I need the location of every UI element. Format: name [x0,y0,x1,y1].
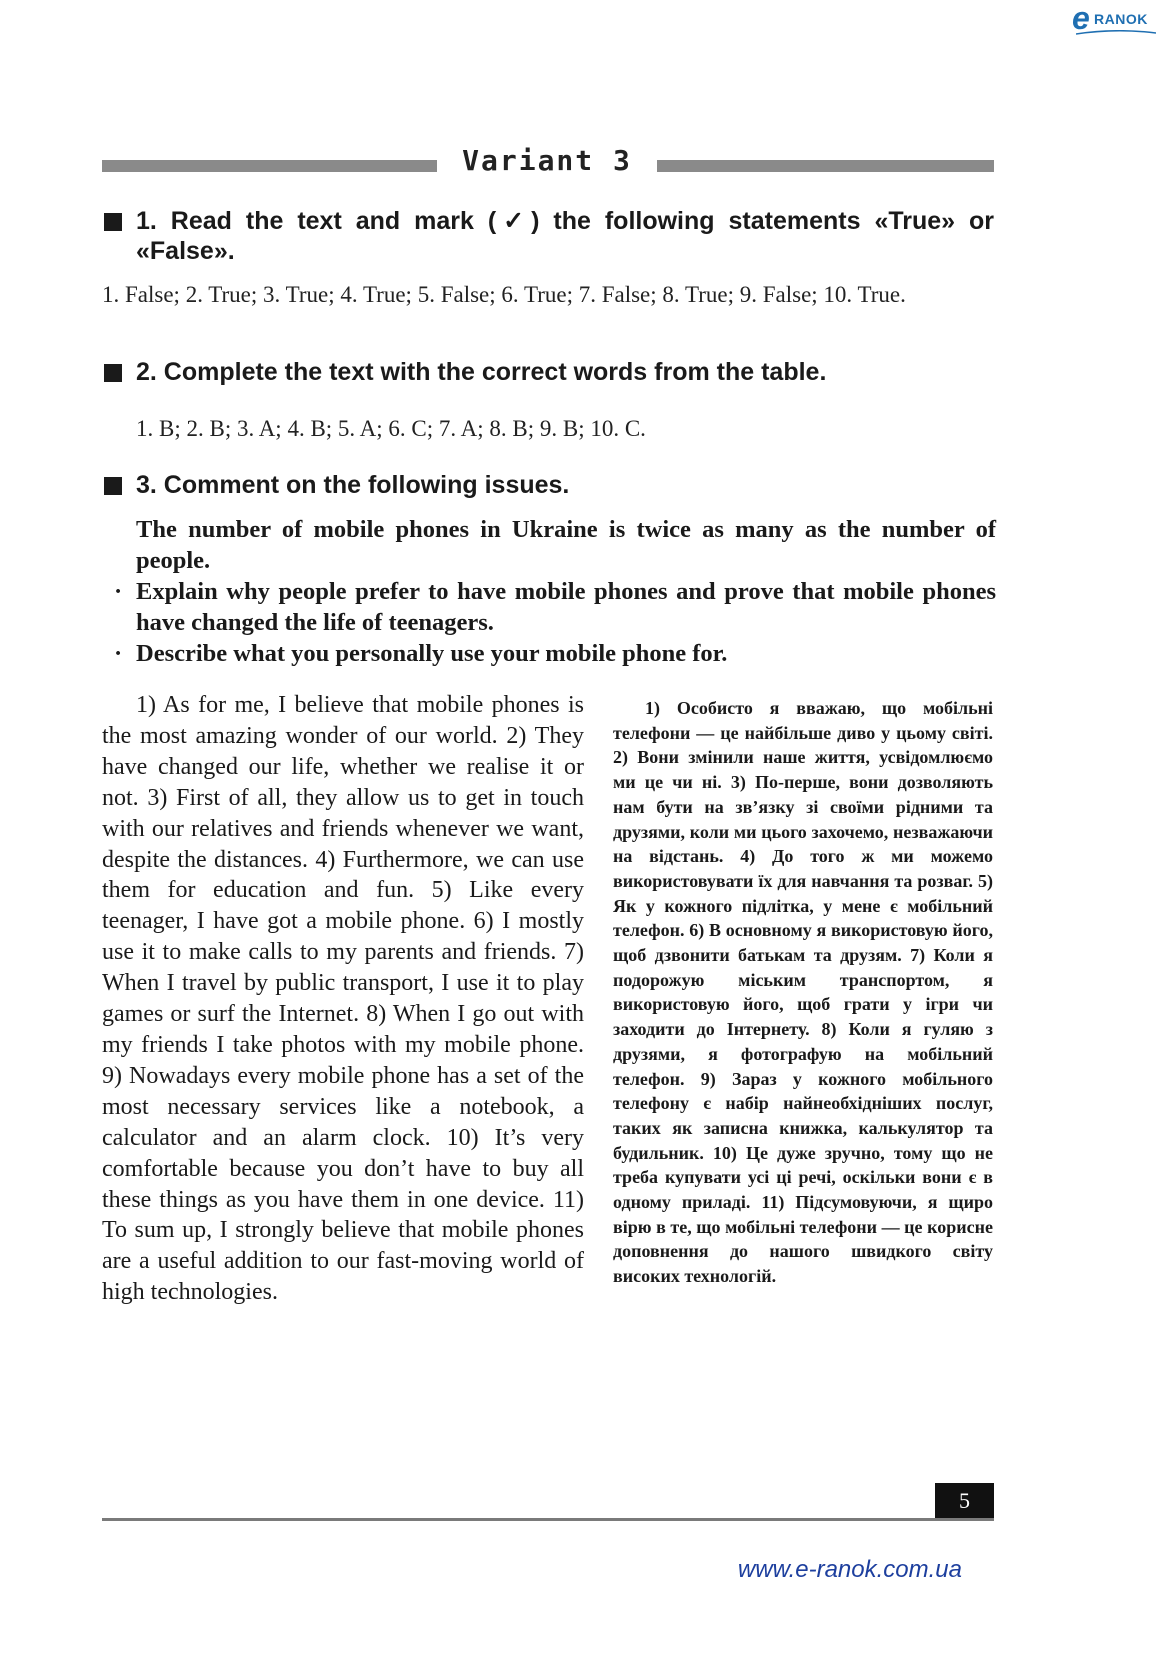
issue-point-text: Describe what you personally use your mobile phone for. [136,640,728,667]
task-2-title: 2. Complete the text with the correct words from the table. [136,358,827,386]
page-title: Variant 3 [462,144,632,177]
footer-rule [102,1518,994,1521]
variant-heading [102,140,994,184]
task-3-heading [104,470,994,500]
logo-e-mark: e [1072,0,1090,36]
heading-rule-right [657,160,994,172]
logo-swoosh-icon [1076,30,1156,36]
essay-english-text: 1) As for me, I believe that mobile phones is the most amazing wonder of our world. 2) They have changed our life, whether we realise it or not. 3) First of all, they allow us to get in touch with our relatives and friends whenever we want, despite the distances. 4) Furthermore, we can use them for education and fun. 5) Like every teenager, I have got a mobile phone. 6) I mostly use it to make calls to my parents and friends. 7) When I travel by public transport, I use it to play games or surf the Internet. 8) When I go out with my friends I take photos with my mobile phone. 9) Nowadays every mobile phone has a set of the most necessary services like a notebook, a calculator and an alarm clock. 10) It’s very comfortable because you don’t have to buy all these things as you have them in one device. 11) To sum up, I strongly believe that mobile phones are a useful addition to our fast-moving world of high technologies. [102,692,584,1306]
logo-wordmark: RANOK [1094,11,1148,27]
essay-ukrainian-text: 1) Особисто я вважаю, що мобільні телефони — це найбільше диво у цьому світі. 2) Вони змінили наше життя, усвідомлюємо ми це чи ні. 3) По-перше, вони дозволяють нам бути на зв’язку зі своїми рідними та друзями, коли ми цього захочемо, незважаючи на відстань. 4) До того ж ми можемо використовувати їх для навчання та розваг. 5) Як у кожного підлітка, у мене є мобільний телефон. 6) В основному я використовую його, щоб дзвонити батькам та друзям. 7) Коли я подорожую міським транспортом, я використовую його, щоб грати у ігри чи заходити до Інтернету. 8) Коли я гуляю з друзями, я фотографую на мобільний телефон. 9) Зараз у кожного мобільного телефону є набір найнеобхідніших послуг, таких як записна книжка, калькулятор та будильник. 10) Це дуже зручно, тому що не треба купувати усі ці речі, оскільки вони є в одному приладі. 11) Підсумовуючи, я щиро вірю в те, що мобільні телефони — це корисне доповнення до нашого швидкого світу високих технологій. [613,698,993,1287]
issue-point [112,576,996,638]
essay-english [102,690,584,1308]
issue-point-text: Explain why people prefer to have mobile phones and prove that mobile phones have changed the life of teenagers. [136,578,996,636]
bullet-dot-icon: · [114,640,123,667]
issue-point [112,638,996,669]
page-number: 5 [935,1483,994,1519]
task-3-title: 3. Comment on the following issues. [136,471,570,499]
bullet-dot-icon: · [114,578,123,605]
issues-intro: The number of mobile phones in Ukraine is twice as many as the number of people. [136,516,996,574]
task-2-answer: 1. B; 2. B; 3. A; 4. B; 5. A; 6. C; 7. A; 8. B; 9. B; 10. C. [136,416,646,441]
task-1-title: 1. Read the text and mark (✓) the following statements «True» or «False». [136,207,994,265]
square-bullet-icon [104,364,122,382]
publisher-logo [1072,2,1162,38]
website-link[interactable]: www.e-ranok.com.ua [737,1556,962,1583]
task-1-answer: 1. False; 2. True; 3. True; 4. True; 5. False; 6. True; 7. False; 8. True; 9. False; 10. True. [102,282,906,307]
issues-block [112,514,996,669]
heading-rule-left [102,160,437,172]
square-bullet-icon [104,477,122,495]
essay-ukrainian [613,696,993,1289]
task-2-heading [104,357,994,387]
task-1-heading [104,206,994,266]
square-bullet-icon [104,213,122,231]
